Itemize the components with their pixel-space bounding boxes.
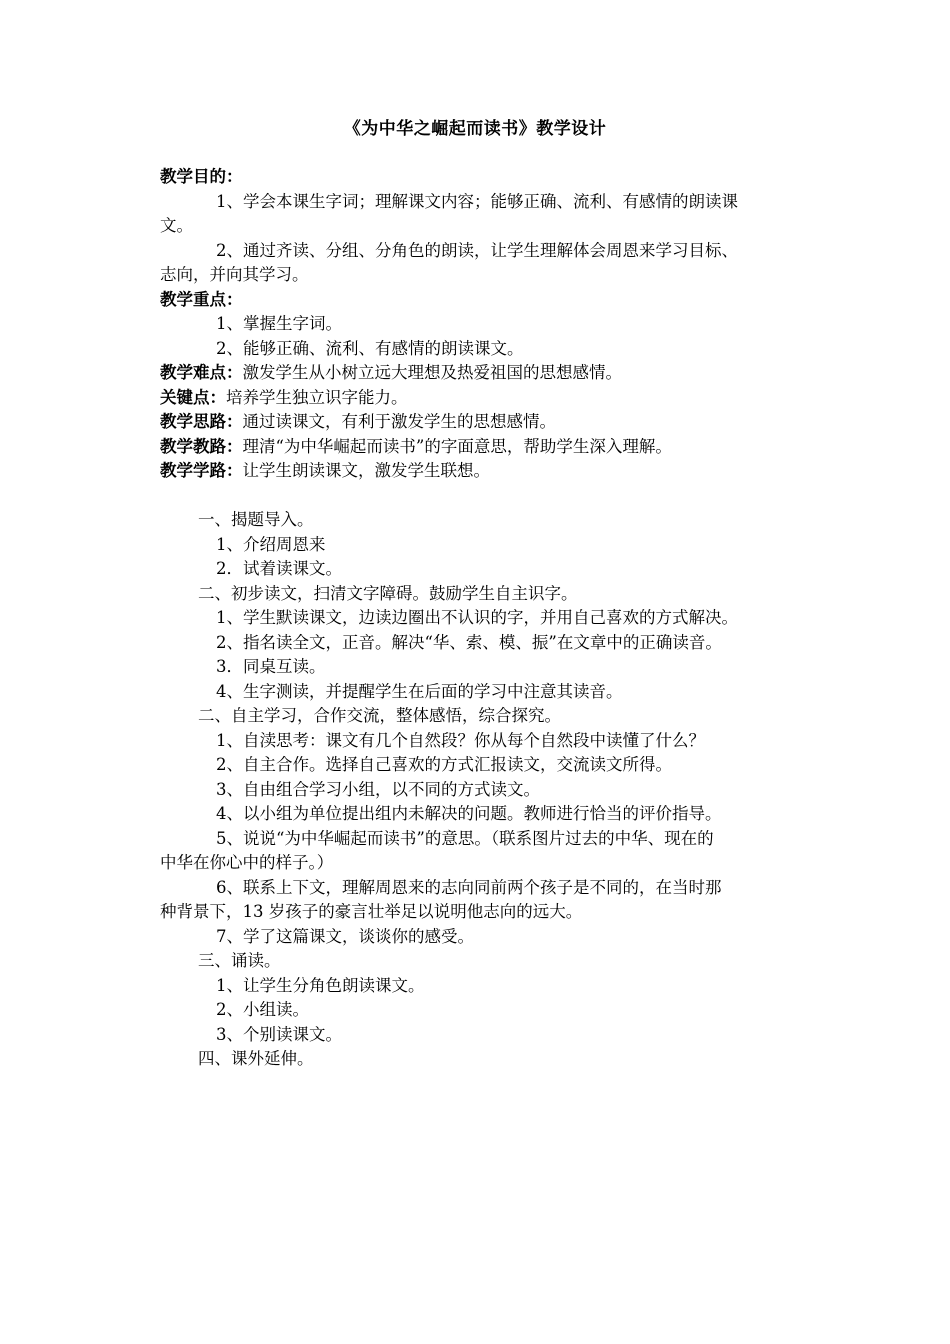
step-item: 3、自由组合学习小组，以不同的方式读文。 [216,779,540,799]
key-label: 关键点： [160,387,226,407]
step-heading: 三、诵读。 [198,951,281,970]
step-item: 2、指名读全文，正音。解决“华、索、模、振”在文章中的正确读音。 [216,632,722,652]
step-item: 3、个别读课文。 [216,1024,342,1044]
key-points-heading: 教学重点： [160,289,243,309]
goal-item-1: 1、学会本课生字词；理解课文内容；能够正确、流利、有感情的朗读课 [216,191,738,211]
approach-row [160,410,800,435]
step-item: 6、联系上下文，理解周恩来的志向同前两个孩子是不同的，在当时那 [216,877,722,897]
step-item: 4、以小组为单位提出组内未解决的问题。教师进行恰当的评价指导。 [216,804,722,823]
step-item: 3．同桌互读。 [216,657,326,676]
approach-label: 教学思路： [160,412,243,431]
step-item: 5、说说“为中华崛起而读书”的意思。（联系图片过去的中华、现在的 [216,828,714,848]
difficulty-row [160,361,800,386]
step-item: 1、让学生分角色朗读课文。 [216,975,425,995]
key-point-2: 2、能够正确、流利、有感情的朗读课文。 [216,338,524,358]
step-item: 1、学生默读课文，边读边圈出不认识的字，并用自己喜欢的方式解决。 [216,608,738,627]
step-heading: 二、自主学习，合作交流，整体感悟，综合探究。 [198,706,561,725]
step-item-cont: 中华在你心中的样子。） [160,853,334,872]
key-point-1: 1、掌握生字词。 [216,314,342,333]
learning-path-label: 教学学路： [160,461,243,480]
difficulty-label: 教学难点： [160,363,243,382]
goals-heading: 教学目的： [160,167,243,186]
step-heading: 一、揭题导入。 [198,510,314,529]
goal-item-2: 2、通过齐读、分组、分角色的朗读，让学生理解体会周恩来学习目标、 [216,240,738,260]
teaching-path-text: 理清“为中华崛起而读书”的字面意思，帮助学生深入理解。 [242,436,672,456]
step-item: 4、生字测读，并提醒学生在后面的学习中注意其读音。 [216,681,623,701]
document-body [160,165,800,1072]
step-heading: 四、课外延伸。 [198,1049,314,1068]
learning-path-row [160,459,800,484]
teaching-path-row [160,435,800,460]
step-item: 2、小组读。 [216,1000,309,1019]
step-item-cont: 种背景下，13 岁孩子的豪言壮举足以说明他志向的远大。 [160,902,583,921]
step-item: 2．试着读课文。 [216,559,342,578]
teaching-path-label: 教学教路： [160,436,243,456]
step-item: 7、学了这篇课文，谈谈你的感受。 [216,926,474,946]
key-row [160,386,800,411]
difficulty-text: 激发学生从小树立远大理想及热爱祖国的思想感情。 [242,363,622,382]
step-heading: 二、初步读文，扫清文字障碍。鼓励学生自主识字。 [198,583,578,603]
document-title: 《为中华之崛起而读书》教学设计 [343,119,607,139]
goal-item-2-cont: 志向，并向其学习。 [160,265,309,284]
step-item: 1、自渎思考：课文有几个自然段？你从每个自然段中读懂了什么？ [216,730,705,750]
learning-path-text: 让学生朗读课文，激发学生联想。 [242,461,490,480]
step-item: 1、介绍周恩来 [216,534,326,554]
approach-text: 通过读课文，有利于激发学生的思想感情。 [242,412,556,431]
step-item: 2、自主合作。选择自己喜欢的方式汇报读文，交流读文所得。 [216,755,672,774]
spacer [160,484,800,509]
key-text: 培养学生独立识字能力。 [226,387,408,407]
goal-item-1-cont: 文。 [160,216,193,235]
